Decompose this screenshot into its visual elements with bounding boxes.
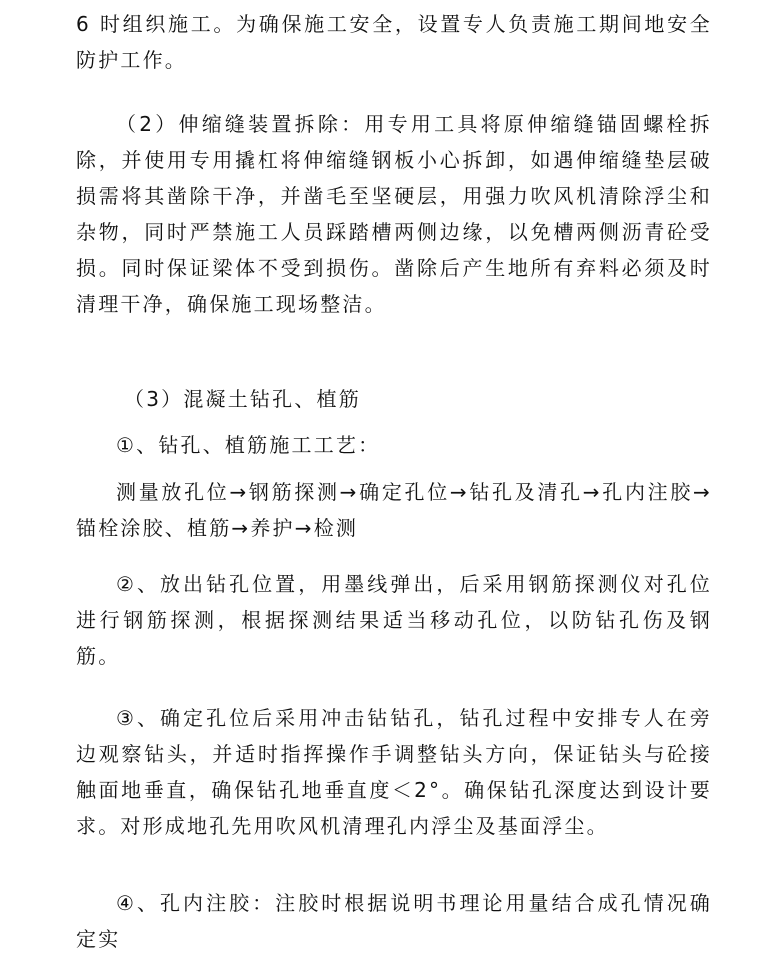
paragraph-glue-injection: ④、孔内注胶：注胶时根据说明书理论用量结合成孔情况确定实: [76, 891, 712, 951]
paragraph-expansion-joint-removal: （2）伸缩缝装置拆除：用专用工具将原伸缩缝锚固螺栓拆除，并使用专用撬杠将伸缩缝钢板小心拆卸，如遇伸缩缝垫层破损需将其凿除干净，并凿毛至坚硬层，用强力吹风机清除浮尘和杂物，同时严禁施工人员踩踏槽两侧边缘，以免槽两侧沥青砼受损。同时保证梁体不受到损伤。凿除后产生地所有弃料必须及时清理干净，确保施工现场整洁。: [76, 112, 712, 316]
paragraph-drilling: ③、确定孔位后采用冲击钻钻孔，钻孔过程中安排专人在旁边观察钻头，并适时指挥操作手调整钻头方向，保证钻头与砼接触面地垂直，确保钻孔地垂直度＜2°。确保钻孔深度达到设计要求。对形成地孔先用吹风机清理孔内浮尘及基面浮尘。: [76, 706, 712, 838]
paragraph-hole-positioning: ②、放出钻孔位置，用墨线弹出，后采用钢筋探测仪对孔位进行钢筋探测，根据探测结果适当移动孔位，以防钻孔伤及钢筋。: [76, 572, 712, 668]
paragraph-safety-arrangement: 6 时组织施工。为确保施工安全，设置专人负责施工期间地安全防护工作。: [76, 12, 712, 72]
section-heading-drilling-bar-planting: （3）混凝土钻孔、植筋: [124, 387, 361, 411]
paragraph-process-flow: 测量放孔位→钢筋探测→确定孔位→钻孔及清孔→孔内注胶→锚栓涂胶、植筋→养护→检测: [76, 480, 712, 540]
subheading-process: ①、钻孔、植筋施工工艺：: [116, 433, 381, 457]
